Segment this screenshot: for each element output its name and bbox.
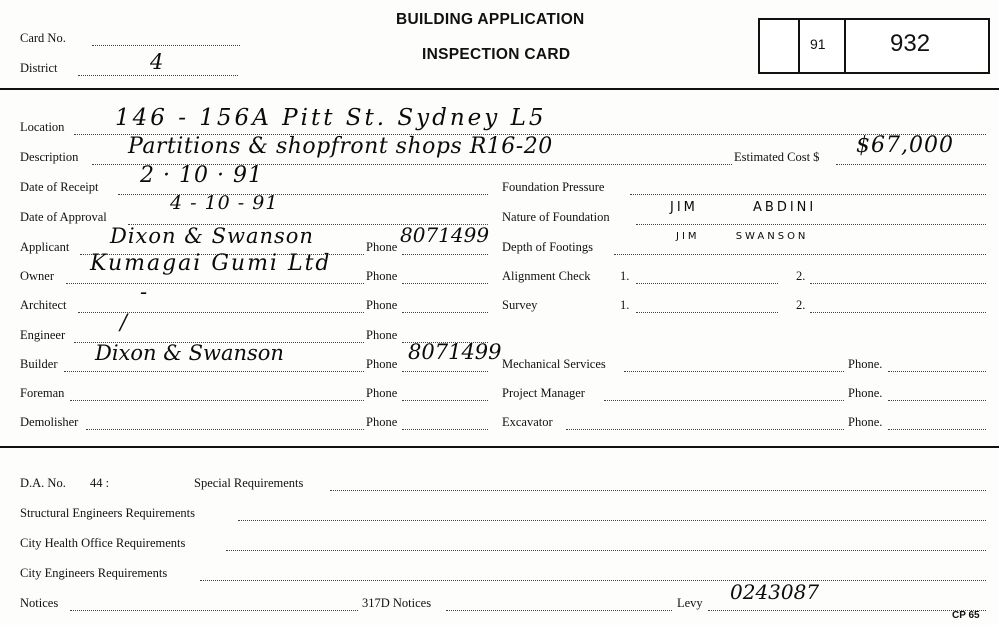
section-divider — [0, 446, 999, 448]
health-label: City Health Office Requirements — [20, 536, 186, 550]
alignment-line-2 — [810, 283, 986, 284]
da-value: 44 : — [90, 476, 110, 490]
survey-label: Survey — [502, 298, 538, 312]
nature-foundation-value: JIM ABDINI — [670, 200, 817, 215]
special-req-line — [330, 490, 986, 491]
levy-label: Levy — [677, 596, 703, 610]
excavator-phone-line — [888, 429, 986, 430]
alignment-num-2: 2. — [796, 269, 806, 283]
applicant-phone-line — [402, 254, 488, 255]
demolisher-phone-label: Phone — [366, 415, 398, 429]
structural-label: Structural Engineers Requirements — [20, 506, 195, 520]
builder-value: Dixon & Swanson — [95, 341, 284, 365]
city-eng-line — [200, 580, 986, 581]
builder-phone-value: 8071499 — [408, 340, 502, 364]
foundation-pressure-label: Foundation Pressure — [502, 180, 605, 194]
number-box-year — [798, 18, 848, 74]
mechanical-line — [624, 371, 844, 372]
description-label: Description — [20, 150, 79, 164]
owner-phone-label: Phone — [366, 269, 398, 283]
project-manager-phone-line — [888, 400, 986, 401]
notices-label: Notices — [20, 596, 59, 610]
survey-num-2: 2. — [796, 298, 806, 312]
date-approval-value: 4 - 10 - 91 — [170, 192, 279, 214]
builder-phone-label: Phone — [366, 357, 398, 371]
form-code: CP 65 — [952, 610, 980, 621]
builder-phone-line — [402, 371, 488, 372]
project-manager-line — [604, 400, 844, 401]
excavator-label: Excavator — [502, 415, 553, 429]
owner-line — [66, 283, 364, 284]
excavator-phone-label: Phone. — [848, 415, 883, 429]
foreman-phone-line — [402, 400, 488, 401]
survey-line-1 — [636, 312, 778, 313]
builder-line — [64, 371, 364, 372]
number-box-number — [844, 18, 990, 74]
applicant-label: Applicant — [20, 240, 70, 254]
owner-phone-line — [402, 283, 488, 284]
date-receipt-label: Date of Receipt — [20, 180, 99, 194]
demolisher-line — [86, 429, 364, 430]
title-line-1: BUILDING APPLICATION — [396, 11, 585, 28]
estimated-cost-label: Estimated Cost $ — [734, 150, 820, 164]
architect-label: Architect — [20, 298, 67, 312]
title-line-2: INSPECTION CARD — [422, 46, 571, 63]
levy-value: 0243087 — [730, 580, 820, 604]
card-no-label: Card No. — [20, 31, 66, 45]
project-manager-phone-label: Phone. — [848, 386, 883, 400]
nature-foundation-label: Nature of Foundation — [502, 210, 610, 224]
special-req-label: Special Requirements — [194, 476, 304, 490]
depth-footings-line — [614, 254, 986, 255]
applicant-phone-value: 8071499 — [400, 223, 490, 247]
demolisher-phone-line — [402, 429, 488, 430]
applicant-value: Dixon & Swanson — [110, 224, 314, 248]
depth-footings-value: JIM SWANSON — [676, 231, 809, 242]
district-line — [78, 75, 238, 76]
demolisher-label: Demolisher — [20, 415, 79, 429]
number-box-blank — [758, 18, 802, 74]
architect-phone-label: Phone — [366, 298, 398, 312]
date-approval-label: Date of Approval — [20, 210, 107, 224]
district-value: 4 — [150, 50, 165, 74]
foreman-line — [70, 400, 364, 401]
survey-line-2 — [810, 312, 986, 313]
location-value: 146 - 156A Pitt St. Sydney L5 — [115, 105, 547, 131]
nature-foundation-line — [636, 224, 986, 225]
da-label: D.A. No. — [20, 476, 66, 490]
notices-317-line — [446, 610, 672, 611]
builder-label: Builder — [20, 357, 58, 371]
engineer-value: / — [120, 310, 129, 334]
district-label: District — [20, 61, 58, 75]
location-label: Location — [20, 120, 65, 134]
foundation-pressure-line — [630, 194, 986, 195]
architect-value: - — [140, 280, 149, 304]
mechanical-phone-line — [888, 371, 986, 372]
excavator-line — [566, 429, 844, 430]
owner-value: Kumagai Gumi Ltd — [90, 251, 332, 276]
card-number: 932 — [890, 30, 931, 57]
structural-line — [238, 520, 986, 521]
alignment-num-1: 1. — [620, 269, 630, 283]
applicant-phone-label: Phone — [366, 240, 398, 254]
date-receipt-value: 2 · 10 · 91 — [140, 163, 263, 188]
architect-phone-line — [402, 312, 488, 313]
depth-footings-label: Depth of Footings — [502, 240, 593, 254]
project-manager-label: Project Manager — [502, 386, 585, 400]
year-value: 91 — [810, 36, 826, 52]
health-line — [226, 550, 986, 551]
estimated-cost-line — [836, 164, 986, 165]
mechanical-phone-label: Phone. — [848, 357, 883, 371]
owner-label: Owner — [20, 269, 55, 283]
city-eng-label: City Engineers Requirements — [20, 566, 168, 580]
notices-317-label: 317D Notices — [362, 596, 432, 610]
estimated-cost-value: $67,000 — [856, 133, 954, 158]
notices-line — [70, 610, 358, 611]
levy-line — [708, 610, 986, 611]
card-no-line — [92, 45, 240, 46]
description-value: Partitions & shopfront shops R16-20 — [128, 134, 553, 159]
mechanical-label: Mechanical Services — [502, 357, 606, 371]
survey-num-1: 1. — [620, 298, 630, 312]
engineer-label: Engineer — [20, 328, 66, 342]
alignment-line-1 — [636, 283, 778, 284]
foreman-phone-label: Phone — [366, 386, 398, 400]
alignment-check-label: Alignment Check — [502, 269, 591, 283]
foreman-label: Foreman — [20, 386, 65, 400]
header-divider — [0, 88, 999, 90]
engineer-phone-label: Phone — [366, 328, 398, 342]
